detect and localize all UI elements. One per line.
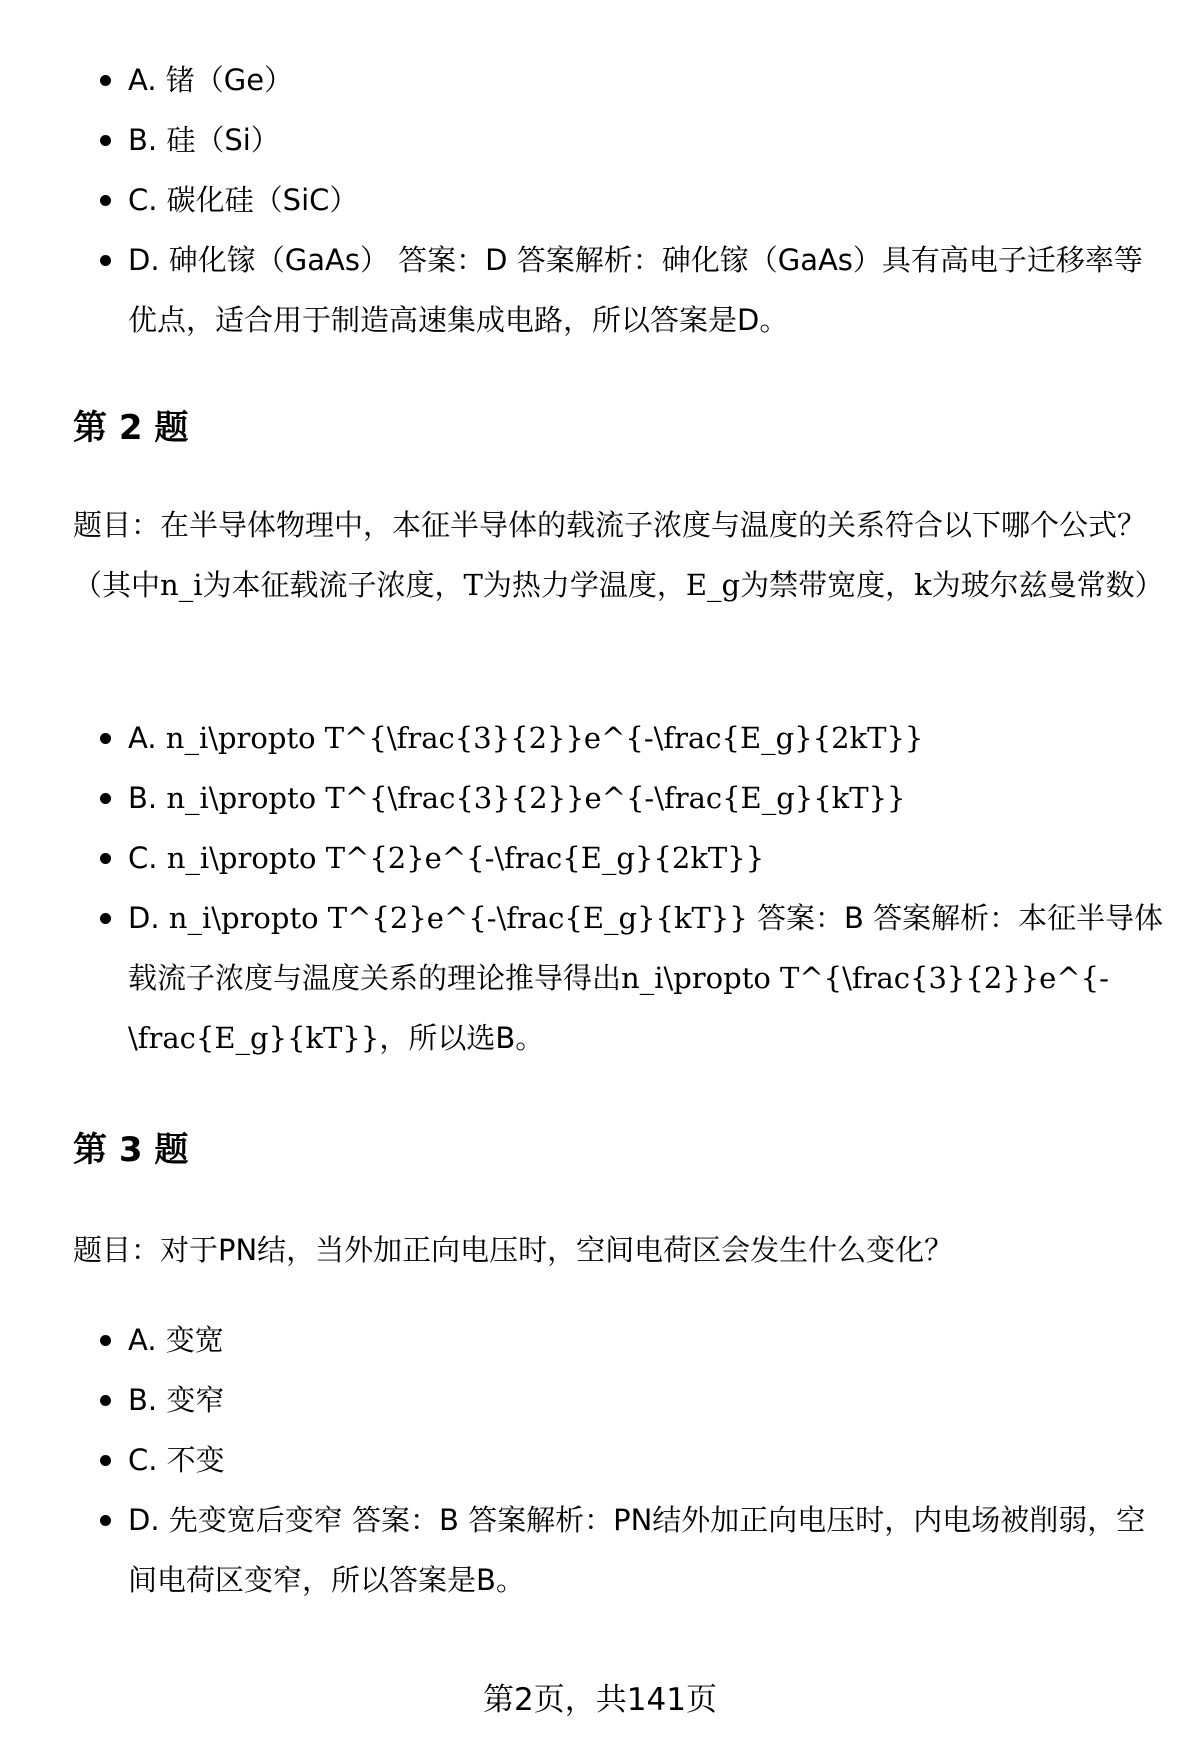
q2-option-c-formula: n_i\propto T^{2}e^{-\frac{E_g}{2kT}} [166, 841, 765, 875]
q2-stem-math-k: k [914, 568, 932, 602]
q2-stem-text-5: 为玻尔兹曼常数） [931, 568, 1164, 602]
q2-option-b-label: B. [128, 781, 167, 815]
q2-option-a-label: A. [128, 721, 166, 755]
q2-option-b-formula: n_i\propto T^{\frac{3}{2}}e^{-\frac{E_g}{kT}} [166, 781, 906, 815]
q2-option-d-label: D. [128, 901, 169, 935]
q2-stem-math-t: T [463, 568, 483, 602]
q2-stem-text-4: 为禁带宽度， [740, 568, 915, 602]
q2-answer-formula: n_i\propto T^{\frac{3}{2}}e^{-\frac{E_g}{kT}} [128, 961, 1109, 1055]
q2-option-a-formula: n_i\propto T^{\frac{3}{2}}e^{-\frac{E_g}{2kT}} [165, 721, 924, 755]
q1-option-a: A. 锗（Ge） [73, 50, 1165, 110]
q2-answer-tail: ，所以选B。 [379, 1021, 545, 1055]
q2-option-d-formula: n_i\propto T^{2}e^{-\frac{E_g}{kT}} [168, 901, 748, 935]
q2-stem-text-1: 题目：在半导体物理中，本征半导体的载流子浓度与温度的关系符合以下哪个公式？（其中 [73, 508, 1147, 602]
q2-option-c [73, 828, 1165, 888]
q3-heading: 第 3 题 [73, 1130, 189, 1170]
q1-option-b: B. 硅（Si） [73, 110, 1165, 170]
q2-option-c-label: C. [128, 841, 167, 875]
q2-stem-math-ni: n_i [160, 568, 203, 602]
q3-stem: 题目：对于PN结，当外加正向电压时，空间电荷区会发生什么变化？ [73, 1233, 954, 1267]
page-footer: 第2页，共141页 [483, 1682, 717, 1718]
q2-option-a [73, 708, 1165, 768]
q1-option-list [73, 50, 1165, 350]
q2-answer-text: 答案：B 答案解析：本征半导体载流子浓度与温度关系的理论推导得出 [128, 901, 1164, 995]
q2-stem-text-3: 为热力学温度， [482, 568, 686, 602]
q3-option-d: D. 先变宽后变窄 答案：B 答案解析：PN结外加正向电压时，内电场被削弱，空间电荷区变窄，所以答案是B。 [73, 1490, 1165, 1610]
q3-option-c: C. 不变 [73, 1430, 1165, 1490]
q2-option-b [73, 768, 1165, 828]
q2-option-d [73, 888, 1165, 1068]
q1-option-c: C. 碳化硅（SiC） [73, 170, 1165, 230]
q2-stem-text-2: 为本征载流子浓度， [202, 568, 464, 602]
q2-option-list [73, 708, 1165, 1068]
q1-option-d: D. 砷化镓（GaAs） 答案：D 答案解析：砷化镓（GaAs）具有高电子迁移率等优点，适合用于制造高速集成电路，所以答案是D。 [73, 230, 1165, 350]
q2-heading: 第 2 题 [73, 408, 189, 448]
q3-option-b: B. 变窄 [73, 1370, 1165, 1430]
q3-option-list [73, 1310, 1165, 1610]
q2-stem-math-eg: E_g [685, 568, 741, 602]
q2-stem [73, 495, 1165, 615]
q3-option-a: A. 变宽 [73, 1310, 1165, 1370]
